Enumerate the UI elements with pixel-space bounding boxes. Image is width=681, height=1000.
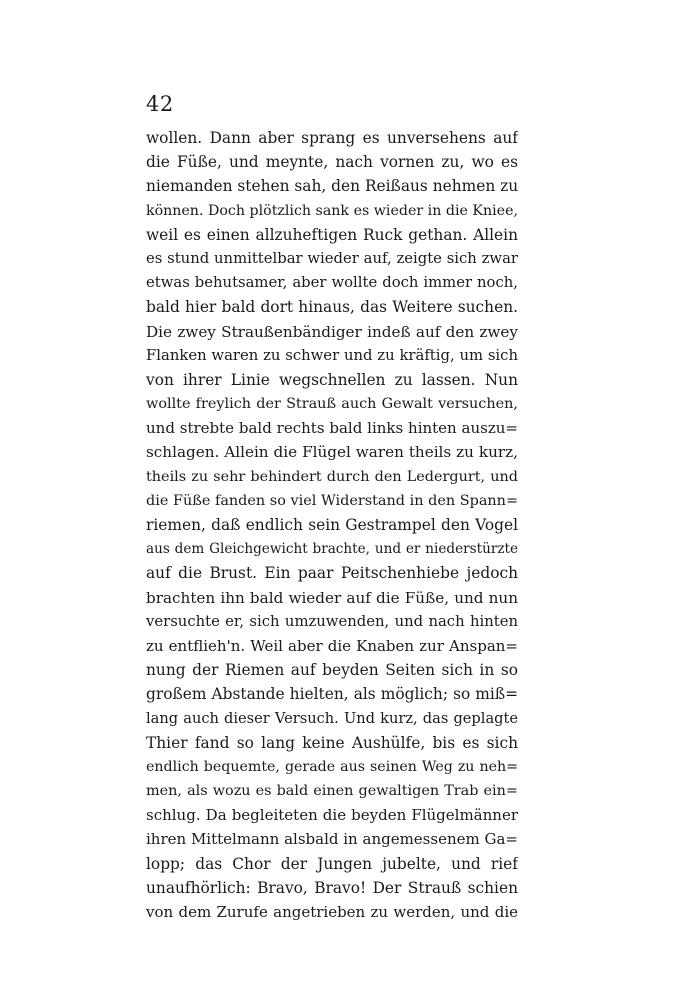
text-line: auf die Brust. Ein paar Peitschenhiebe jedoch	[146, 564, 518, 583]
text-line: weil es einen allzuheftigen Ruck gethan. Allein	[146, 225, 518, 244]
text-line: von dem Zurufe angetrieben zu werden, und die	[146, 903, 518, 921]
body-text	[146, 126, 518, 924]
text-line: aus dem Gleichgewicht brachte, und er niederstürzte	[146, 541, 518, 558]
text-line: die Füße, und meynte, nach vornen zu, wo es	[146, 153, 518, 172]
text-line: ihren Mittelmann alsbald in angemessenem Ga=	[146, 830, 518, 849]
text-line: Flanken waren zu schwer und zu kräftig, um sich	[146, 346, 518, 364]
text-line: riemen, daß endlich sein Gestrampel den Vogel	[146, 516, 518, 534]
text-line: wollen. Dann aber sprang es unversehens auf	[146, 129, 518, 147]
text-line: endlich bequemte, gerade aus seinen Weg zu neh=	[146, 758, 518, 775]
text-line: versuchte er, sich umzuwenden, und nach hinten	[146, 612, 518, 630]
text-line: von ihrer Linie wegschnellen zu lassen. Nun	[146, 370, 518, 389]
text-line: und strebte bald rechts bald links hinten auszu=	[146, 419, 518, 438]
text-line: schlagen. Allein die Flügel waren theils zu kurz,	[146, 443, 518, 462]
text-line: können. Doch plötzlich sank es wieder in die Kniee,	[146, 202, 518, 219]
text-line: etwas behutsamer, aber wollte doch immer noch,	[146, 274, 518, 292]
text-line: unaufhörlich: Bravo, Bravo! Der Strauß schien	[146, 878, 518, 897]
text-line: großem Abstande hielten, als möglich; so miß=	[146, 685, 518, 704]
text-line: men, als wozu es bald einen gewaltigen Trab ein=	[146, 783, 518, 800]
text-line: brachten ihn bald wieder auf die Füße, und nun	[146, 588, 518, 607]
text-line: bald hier bald dort hinaus, das Weitere suchen.	[146, 298, 518, 317]
text-line: Die zwey Straußenbändiger indeß auf den zwey	[146, 322, 518, 341]
text-line: theils zu sehr behindert durch den Ledergurt, und	[146, 468, 518, 485]
text-line: schlug. Da begleiteten die beyden Flügelmänner	[146, 806, 518, 825]
page-number: 42	[146, 92, 174, 116]
text-line: lopp; das Chor der Jungen jubelte, und rief	[146, 854, 518, 873]
text-line: Thier fand so lang keine Aushülfe, bis es sich	[146, 733, 518, 752]
text-line: es stund unmittelbar wieder auf, zeigte sich zwar	[146, 249, 518, 267]
text-line: lang auch dieser Versuch. Und kurz, das geplagte	[146, 709, 518, 727]
text-line: wollte freylich der Strauß auch Gewalt versuchen,	[146, 396, 518, 413]
text-line: die Füße fanden so viel Widerstand in den Spann=	[146, 492, 518, 509]
text-line: niemanden stehen sah, den Reißaus nehmen zu	[146, 177, 518, 196]
text-line: nung der Riemen auf beyden Seiten sich in so	[146, 661, 518, 680]
text-line: zu entflieh'n. Weil aber die Knaben zur Anspan=	[146, 636, 518, 655]
